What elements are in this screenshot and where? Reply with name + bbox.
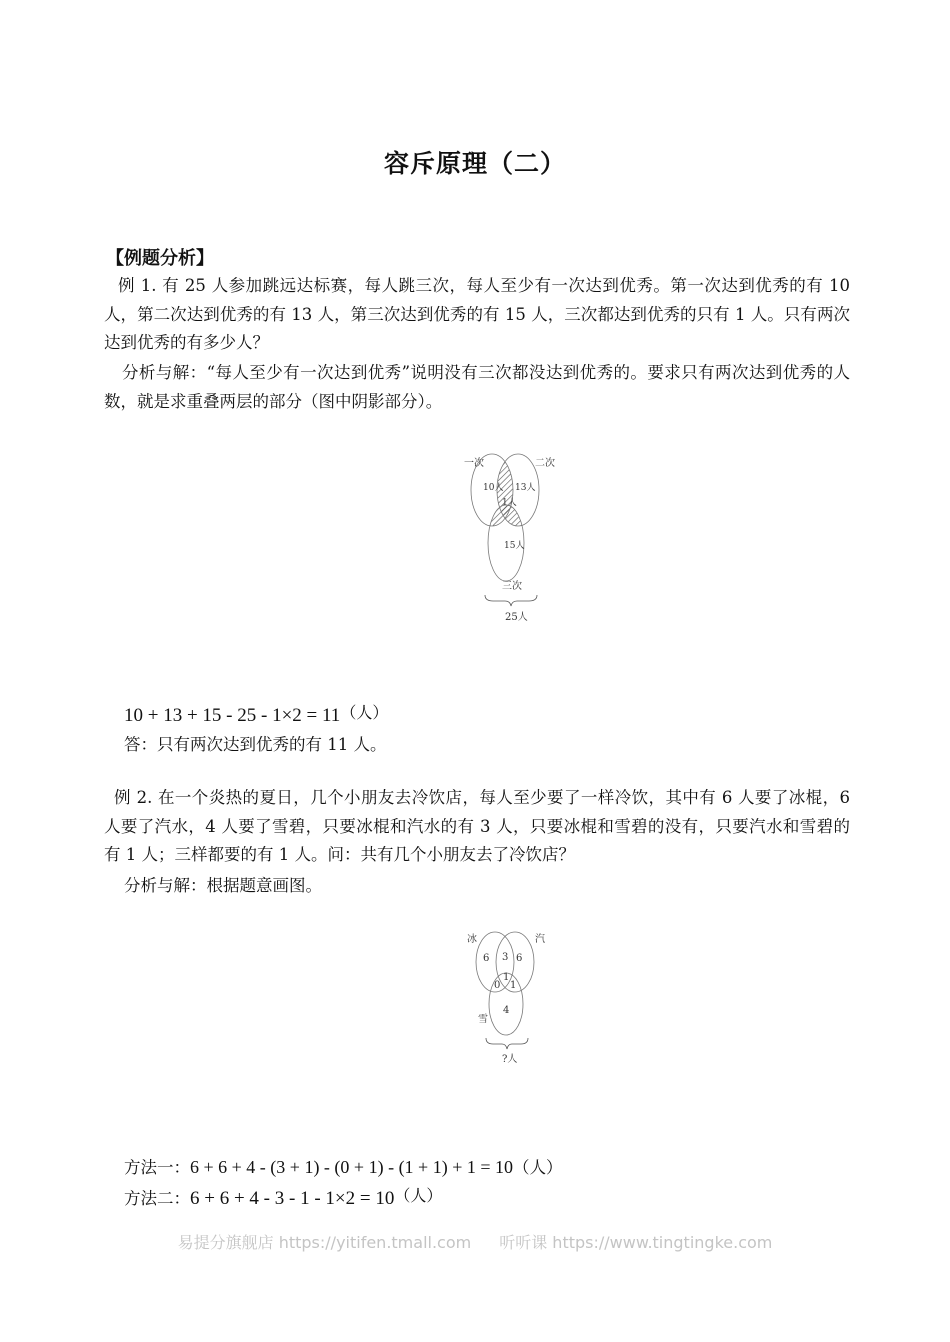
method1-line bbox=[124, 1154, 563, 1178]
footer-watermark bbox=[0, 1230, 950, 1253]
footer-shop1: 易提分旗舰店 https://yitifen.tmall.com bbox=[177, 1233, 472, 1252]
page-title: 容斥原理（二） bbox=[383, 149, 566, 178]
example1-analysis: 分析与解：“每人至少有一次达到优秀”说明没有三次都没达到优秀的。要求只有两次达到优秀的人数，就是求重叠两层的部分（图中阴影部分）。 bbox=[104, 363, 850, 411]
method1-expression: 6 + 6 + 4 - (3 + 1) - (0 + 1) - (1 + 1) + 1 = 10 bbox=[190, 1157, 514, 1177]
value-total: ?人 bbox=[502, 1054, 518, 1065]
example1-answer: 答：只有两次达到优秀的有 11 人。 bbox=[124, 735, 387, 754]
value-ice-soda: 3 bbox=[502, 952, 509, 963]
value-center: 1人 bbox=[502, 498, 517, 508]
method2-label: 方法二： bbox=[124, 1189, 190, 1208]
example2-analysis: 分析与解：根据题意画图。 bbox=[124, 876, 322, 895]
value-second: 13人 bbox=[515, 483, 536, 493]
value-soda-only: 6 bbox=[516, 953, 523, 964]
example1-formula bbox=[124, 700, 388, 727]
total-brace bbox=[486, 1038, 528, 1049]
footer-shop2: 听听课 https://www.tingtingke.com bbox=[499, 1233, 773, 1252]
venn-diagram-example1 bbox=[455, 450, 565, 630]
section-heading: 【例题分析】 bbox=[106, 248, 214, 269]
example1-problem: 例 1. 有 25 人参加跳远达标赛，每人跳三次，每人至少有一次达到优秀。第一次达到优秀的有 10 人，第二次达到优秀的有 13 人，第三次达到优秀的有 15 人，三次都达到优秀的只有 1 人。只有两次达到优秀的有多少人？ bbox=[104, 276, 850, 352]
value-center: 1 bbox=[503, 972, 510, 983]
method2-unit: （人） bbox=[394, 1186, 443, 1205]
method1-label: 方法一： bbox=[124, 1158, 190, 1177]
value-third: 15人 bbox=[504, 541, 525, 551]
value-total: 25人 bbox=[505, 612, 528, 623]
label-sprite: 雪 bbox=[478, 1014, 488, 1025]
method1-unit: （人） bbox=[513, 1158, 563, 1177]
example2-problem: 例 2. 在一个炎热的夏日，几个小朋友去冷饮店，每人至少要了一样冷饮，其中有 6 人要了冰棍，6 人要了汽水，4 人要了雪碧，只要冰棍和汽水的有 3 人，只要冰棍和雪碧的没有，只要汽水和雪碧的有 1 人；三样都要的有 1 人。问：共有几个小朋友去了冷饮店？ bbox=[104, 788, 850, 864]
value-sprite-only: 4 bbox=[503, 1005, 510, 1016]
method2-line bbox=[124, 1183, 442, 1210]
value-ice-only: 6 bbox=[483, 953, 490, 964]
formula-unit: （人） bbox=[340, 705, 389, 722]
label-soda: 汽 bbox=[535, 934, 545, 945]
label-first: 一次 bbox=[464, 458, 484, 469]
venn-diagram-example2 bbox=[462, 925, 552, 1070]
value-soda-sprite: 1 bbox=[510, 980, 517, 991]
label-ice: 冰 bbox=[467, 934, 477, 945]
method2-expression: 6 + 6 + 4 - 3 - 1 - 1×2 = 10 bbox=[190, 1188, 395, 1209]
total-brace bbox=[485, 595, 537, 606]
formula-expression: 10 + 13 + 15 - 25 - 1×2 = 11 bbox=[124, 705, 341, 726]
label-third: 三次 bbox=[502, 581, 522, 592]
value-first: 10人 bbox=[483, 483, 504, 493]
value-ice-sprite: 0 bbox=[494, 980, 501, 991]
label-second: 二次 bbox=[535, 458, 555, 469]
